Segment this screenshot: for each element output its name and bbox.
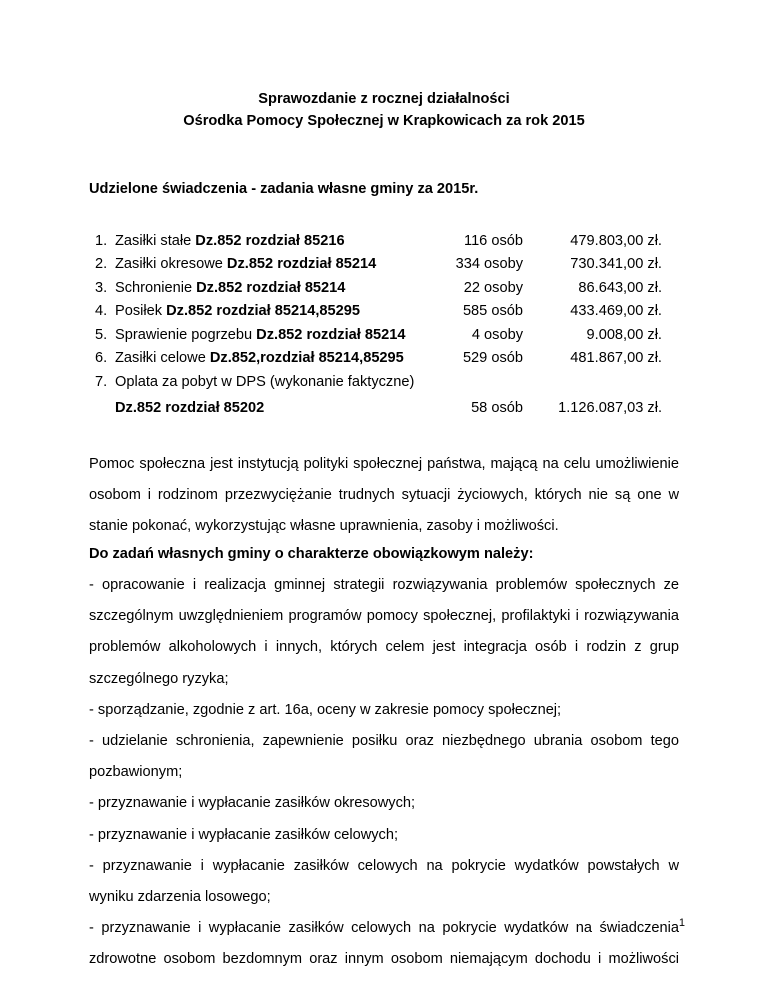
duty-line: - przyznawanie i wypłacanie zasiłków celowych na pokrycie wydatków na świadczenia xyxy=(89,920,679,937)
duties-heading: Do zadań własnych gminy o charakterze obowiązkowym należy: xyxy=(89,546,534,562)
benefit-budget-ref: Dz.852 rozdział 85214 xyxy=(196,280,346,296)
benefit-label xyxy=(95,256,376,272)
benefits-heading: Udzielone świadczenia - zadania własne gminy za 2015r. xyxy=(89,181,479,197)
benefit-amount: 479.803,00 zł. xyxy=(570,233,662,249)
benefit-count: 4 osoby xyxy=(471,327,523,343)
benefit-name: Oplata za pobyt w DPS (wykonanie faktyczne) xyxy=(115,374,415,390)
benefit-number: 2. xyxy=(95,256,108,272)
benefit-number: 7. xyxy=(95,374,108,390)
page-number: 1 xyxy=(678,917,685,929)
benefit-budget-ref: Dz.852 rozdział 85202 xyxy=(115,400,265,416)
benefit-label xyxy=(95,233,345,249)
duty-line: wyniku zdarzenia losowego; xyxy=(89,888,271,905)
benefit-label xyxy=(95,280,345,296)
benefit-label xyxy=(95,374,414,390)
duty-line: - przyznawanie i wypłacanie zasiłków celowych na pokrycie wydatków powstałych w xyxy=(89,857,679,874)
benefit-name: Zasiłki stałe xyxy=(115,233,196,249)
benefit-budget-ref: Dz.852 rozdział 85216 xyxy=(195,233,345,249)
benefit-item xyxy=(0,233,768,253)
benefit-number: 1. xyxy=(95,233,108,249)
intro-paragraph xyxy=(89,449,679,543)
benefit-name: Sprawienie pogrzebu xyxy=(115,327,257,343)
report-title-line-1: Sprawozdanie z rocznej działalności xyxy=(258,91,510,107)
benefit-count: 58 osób xyxy=(471,400,523,416)
benefit-item xyxy=(0,303,768,323)
duty-line: zdrowotne osobom bezdomnym oraz innym osobom niemającym dochodu i możliwości xyxy=(89,951,679,968)
duty-line: problemów alkoholowych i innych, których celem jest integracja osób i rodzin z grup xyxy=(89,639,679,656)
benefit-amount: 9.008,00 zł. xyxy=(586,327,662,343)
benefit-label xyxy=(95,350,404,366)
benefit-number: 5. xyxy=(95,327,108,343)
benefit-budget-ref: Dz.852,rozdział 85214,85295 xyxy=(209,350,404,366)
benefit-amount: 433.469,00 zł. xyxy=(570,303,662,319)
benefit-item xyxy=(0,350,768,370)
benefit-number: 6. xyxy=(95,350,108,366)
benefit-label xyxy=(95,303,360,319)
benefit-amount: 481.867,00 zł. xyxy=(570,350,662,366)
benefit-amount: 1.126.087,03 zł. xyxy=(558,400,662,416)
benefit-label xyxy=(95,327,405,343)
duty-line: szczególnego ryzyka; xyxy=(89,670,229,687)
benefit-budget-ref: Dz.852 rozdział 85214 xyxy=(256,327,406,343)
duty-line: - udzielanie schronienia, zapewnienie posiłku oraz niezbędnego ubrania osobom tego xyxy=(89,732,679,749)
benefit-budget-ref: Dz.852 rozdział 85214 xyxy=(226,256,377,272)
report-title-line-2: Ośrodka Pomocy Społecznej w Krapkowicach za rok 2015 xyxy=(183,113,585,129)
benefit-item xyxy=(0,280,768,300)
benefit-count: 529 osób xyxy=(462,350,523,366)
benefit-item xyxy=(0,374,768,394)
benefit-item-continuation xyxy=(0,400,768,420)
benefit-item xyxy=(0,256,768,276)
benefit-count: 585 osób xyxy=(462,303,523,319)
benefit-count: 116 osób xyxy=(464,233,523,249)
benefit-name: Zasiłki celowe xyxy=(115,350,210,366)
benefit-amount: 86.643,00 zł. xyxy=(578,280,662,296)
duties-list xyxy=(89,570,679,975)
benefit-item xyxy=(0,327,768,347)
duty-line: - opracowanie i realizacja gminnej strategii rozwiązywania problemów społecznych ze xyxy=(89,577,679,593)
intro-line: osobom i rodzinom przezwyciężanie trudnych sytuacji życiowych, których nie są one w xyxy=(89,487,679,504)
intro-line: stanie pokonać, wykorzystując własne uprawnienia, zasoby i możliwości. xyxy=(89,518,559,535)
duty-line: - przyznawanie i wypłacanie zasiłków celowych; xyxy=(89,826,399,843)
duty-line: szczególnym uwzględnieniem programów pomocy społecznej, profilaktyki i rozwiązywania xyxy=(89,608,679,625)
benefit-number: 3. xyxy=(95,280,108,296)
benefit-number: 4. xyxy=(95,303,108,319)
benefit-name: Zasiłki okresowe xyxy=(115,256,227,272)
benefit-budget-ref: Dz.852 rozdział 85214,85295 xyxy=(166,303,361,319)
benefit-amount: 730.341,00 zł. xyxy=(570,256,662,272)
duty-line: pozbawionym; xyxy=(89,764,183,781)
duty-line: - przyznawanie i wypłacanie zasiłków okresowych; xyxy=(89,795,416,812)
benefit-count: 334 osoby xyxy=(455,256,523,272)
benefit-name: Posiłek xyxy=(115,303,167,319)
benefit-count: 22 osoby xyxy=(463,280,523,296)
duty-line: - sporządzanie, zgodnie z art. 16a, oceny w zakresie pomocy społecznej; xyxy=(89,701,562,718)
intro-line: Pomoc społeczna jest instytucją polityki społecznej państwa, mającą na celu umożliwienie xyxy=(89,456,679,472)
benefit-name: Schronienie xyxy=(115,280,197,296)
